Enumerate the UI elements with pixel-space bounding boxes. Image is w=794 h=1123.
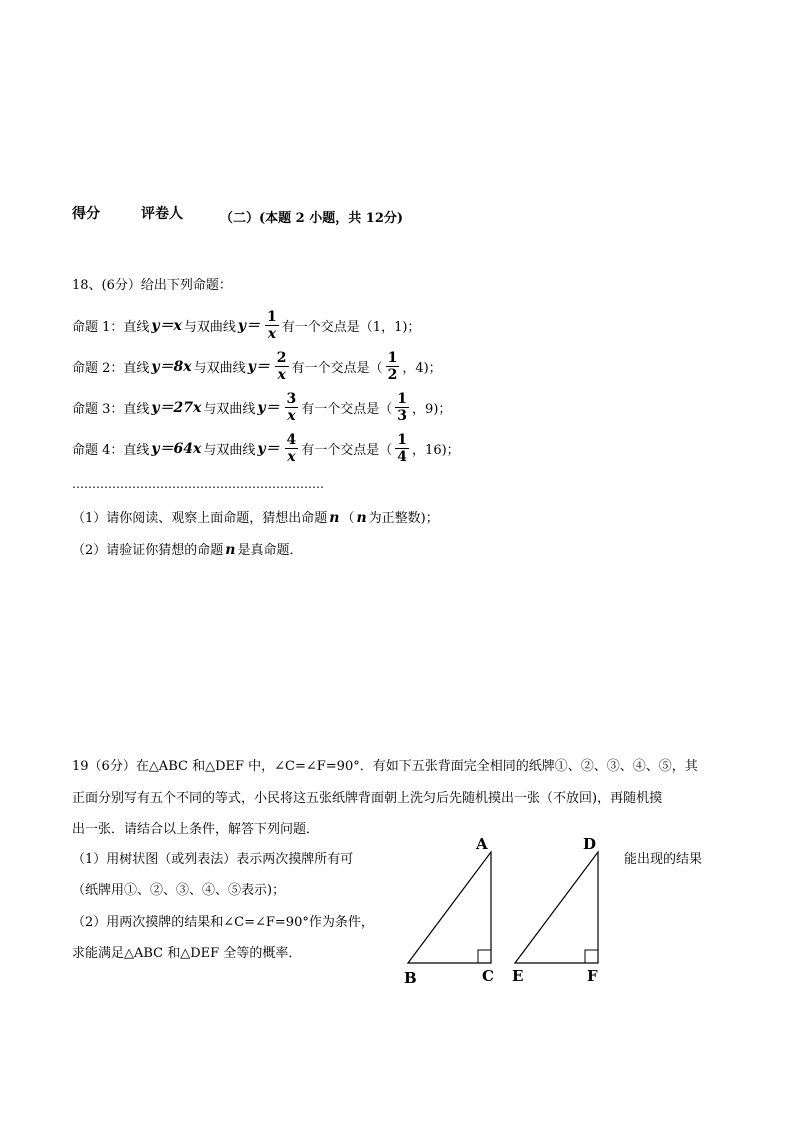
p2-prefix: 命题 2：直线: [72, 360, 150, 376]
q18-sub2-a: （2）请验证你猜想的命题: [72, 543, 224, 558]
q19-sub2-a: （2）用两次摸牌的结果和∠C=∠F=90°作为条件，: [72, 915, 374, 930]
right-angle-f: [585, 950, 598, 963]
p3-pt-rest: ，9)；: [412, 401, 452, 417]
q19-line1: 19（6分）在△ABC 和△DEF 中，∠C=∠F=90°．有如下五张背面完全相同的纸牌①、②、③、④、⑤，其: [72, 759, 698, 774]
p3-pt-den: 3: [397, 407, 408, 424]
p4-point-fraction: [395, 432, 409, 465]
ellipsis-line: ………………………………………………………: [72, 477, 324, 491]
p3-fraction: [285, 391, 299, 424]
p2-frac-num: 2: [276, 349, 287, 366]
q18-sub1-n1: n: [329, 510, 340, 526]
label-c: C: [482, 967, 494, 985]
p3-frac-den: x: [287, 407, 296, 424]
p4-line-eq: y＝64x: [151, 441, 202, 457]
p3-y-eq: y＝: [257, 400, 280, 416]
p2-y-eq: y＝: [247, 359, 270, 375]
q18-sub1: [72, 504, 439, 533]
q18-sub2-b: 是真命题．: [237, 543, 303, 558]
p2-pt-den: 2: [387, 366, 398, 383]
q19-sub2-b: 求能满足△ABC 和△DEF 全等的概率．: [72, 946, 302, 961]
proposition-2: [72, 346, 442, 386]
p2-point-fraction: [386, 350, 400, 383]
q19-sub1-c: （纸牌用①、②、③、④、⑤表示)；: [72, 883, 286, 898]
q18-sub1-c: 为正整数)；: [368, 511, 439, 526]
p1-y-eq: y＝: [237, 318, 261, 334]
triangle-abc: [408, 852, 491, 963]
p3-frac-num: 3: [286, 390, 297, 407]
p4-frac-num: 4: [286, 431, 297, 448]
label-d: D: [583, 835, 597, 853]
label-e: E: [512, 967, 524, 985]
label-a: A: [476, 835, 488, 853]
proposition-1: [72, 305, 420, 345]
p1-prefix: 命题 1：直线: [72, 319, 150, 335]
section-title: （二）(本题 2 小题，共 12分): [220, 211, 404, 226]
proposition-3: [72, 387, 451, 427]
p4-pt-den: 4: [397, 448, 408, 465]
p1-line-eq: y＝x: [151, 318, 182, 334]
q18-sub2: [72, 536, 302, 565]
triangles-figure: [400, 832, 610, 992]
p2-pt-num: 1: [387, 349, 398, 366]
q19-line2: 正面分别写有五个不同的等式，小民将这五张纸牌背面朝上洗匀后先随机摸出一张（不放回)，再随机摸: [72, 791, 663, 806]
p1-fraction: [265, 309, 279, 342]
p4-y-eq: y＝: [257, 441, 280, 457]
p3-after: 有一个交点是（: [301, 401, 393, 417]
q18-sub2-n: n: [225, 542, 236, 558]
p2-line-eq: y＝8x: [151, 359, 192, 375]
q18-intro: 18、(6分）给出下列命题：: [72, 278, 232, 293]
p2-after: 有一个交点是（: [291, 360, 383, 376]
q19-sub1-a: （1）用树状图（或列表法）表示两次摸牌所有可: [72, 852, 354, 867]
q19-sub1-b: 能出现的结果: [624, 852, 703, 867]
p1-after: 有一个交点是（1，1)；: [281, 319, 421, 335]
p2-pt-rest: ，4)；: [402, 360, 442, 376]
proposition-4: [72, 428, 460, 468]
p4-frac-den: x: [287, 448, 296, 465]
p4-pt-num: 1: [397, 431, 408, 448]
label-f: F: [587, 967, 598, 985]
q19-line3: 出一张．请结合以上条件，解答下列问题．: [72, 822, 320, 837]
p3-prefix: 命题 3：直线: [72, 401, 150, 417]
p2-mid: 与双曲线: [193, 360, 246, 376]
p4-pt-rest: ，16)；: [412, 442, 460, 458]
p4-mid: 与双曲线: [203, 442, 256, 458]
p1-mid: 与双曲线: [183, 319, 236, 335]
p3-mid: 与双曲线: [203, 401, 256, 417]
q18-sub1-n2: n: [356, 510, 367, 526]
p3-pt-num: 1: [397, 390, 408, 407]
p1-frac-num: 1: [267, 308, 277, 325]
score-label: 得分: [72, 206, 100, 222]
triangle-def: [515, 852, 598, 963]
label-b: B: [404, 969, 417, 987]
p2-frac-den: x: [277, 366, 286, 383]
grader-label: 评卷人: [141, 206, 183, 222]
p2-fraction: [275, 350, 289, 383]
q18-sub1-a: （1）请你阅读、观察上面命题，猜想出命题: [72, 511, 328, 526]
p4-fraction: [285, 432, 299, 465]
p1-frac-den: x: [267, 325, 277, 342]
q18-sub1-b: （: [341, 511, 355, 526]
p4-prefix: 命题 4：直线: [72, 442, 150, 458]
right-angle-c: [478, 950, 491, 963]
p4-after: 有一个交点是（: [301, 442, 393, 458]
p3-point-fraction: [395, 391, 409, 424]
p3-line-eq: y＝27x: [151, 400, 202, 416]
